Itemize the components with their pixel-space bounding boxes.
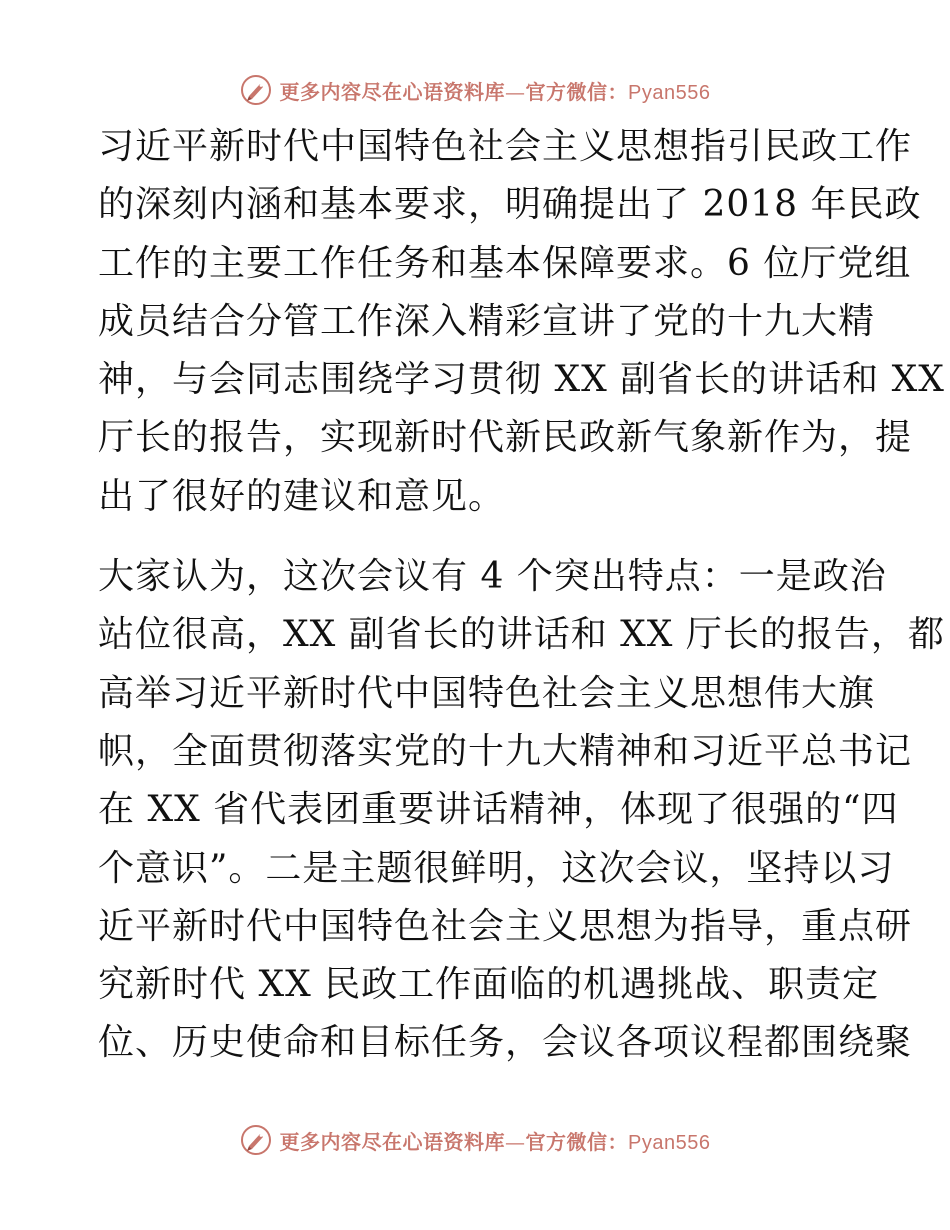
header-banner (0, 70, 950, 110)
text-line: 站位很高，XX 副省长的讲话和 XX 厅长的报告，都 (98, 614, 945, 656)
paragraph-2 (98, 548, 945, 1073)
text-line: 成员结合分管工作深入精彩宣讲了党的十九大精 (98, 300, 876, 342)
footer-brand-text: 更多内容尽在心语资料库 (279, 1129, 506, 1154)
text-line: 个意识”。二是主题很鲜明，这次会议，坚持以习 (98, 847, 895, 889)
paragraph-1 (98, 118, 945, 526)
header-brand-text: 更多内容尽在心语资料库 (279, 79, 506, 104)
document-body (98, 118, 945, 1073)
header-separator: — (505, 79, 526, 104)
footer-wechat-id: Pyan556 (628, 1131, 711, 1154)
text-line: 习近平新时代中国特色社会主义思想指引民政工作 (98, 126, 913, 167)
text-line: 在 XX 省代表团重要讲话精神，体现了很强的“四 (98, 789, 899, 831)
footer-banner (0, 1120, 950, 1160)
text-line: 出了很好的建议和意见。 (98, 475, 506, 517)
text-line: 神，与会同志围绕学习贯彻 XX 副省长的讲话和 XX (98, 359, 945, 401)
text-line: 帜，全面贯彻落实党的十九大精神和习近平总书记 (98, 730, 913, 772)
header-wechat-label: 官方微信： (525, 79, 629, 104)
text-line: 大家认为，这次会议有 4 个突出特点：一是政治 (98, 556, 887, 598)
paragraph-gap (98, 526, 858, 548)
text-line: 近平新时代中国特色社会主义思想为指导，重点研 (98, 905, 913, 947)
text-line: 高举习近平新时代中国特色社会主义思想伟大旗 (98, 672, 876, 714)
text-line: 究新时代 XX 民政工作面临的机遇挑战、职责定 (98, 964, 880, 1006)
text-line: 厅长的报告，实现新时代新民政新气象新作为，提 (98, 417, 913, 459)
pen-nib-logo-icon (240, 74, 272, 106)
footer-wechat-label: 官方微信： (525, 1129, 629, 1154)
text-line: 的深刻内涵和基本要求，明确提出了 2018 年民政 (98, 184, 922, 226)
header-wechat-id: Pyan556 (628, 81, 711, 104)
header-banner-text (280, 76, 711, 105)
footer-separator: — (505, 1129, 526, 1154)
text-line: 工作的主要工作任务和基本保障要求。6 位厅党组 (98, 242, 912, 284)
pen-nib-logo-icon (240, 1124, 272, 1156)
footer-banner-text (280, 1126, 711, 1155)
text-line: 位、历史使命和目标任务，会议各项议程都围绕聚 (98, 1022, 913, 1064)
